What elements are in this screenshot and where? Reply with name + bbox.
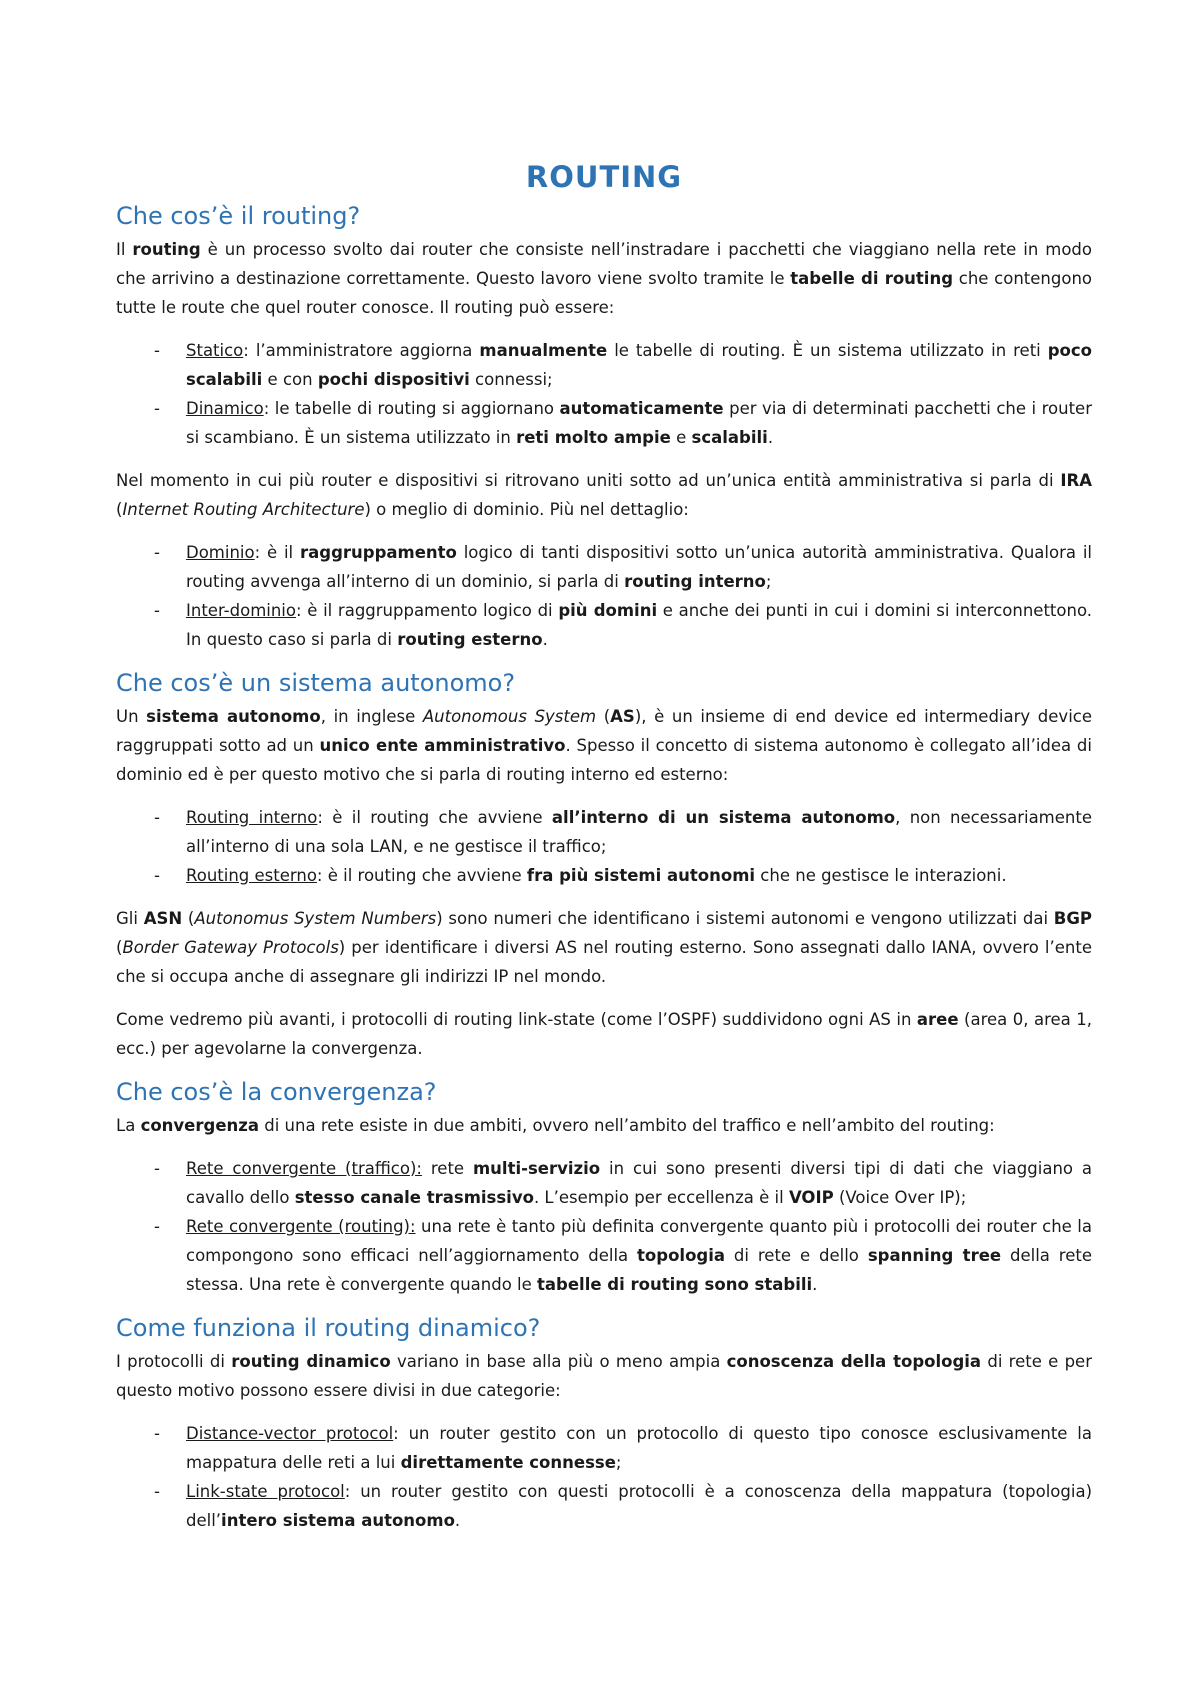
- paragraph-asn: [116, 904, 1092, 991]
- text: ) per identificare i diversi AS nel routing esterno. Sono assegnati dallo IANA, ovvero l’ente che si occupa anche di assegnare gli indirizzi IP nel mondo.: [116, 937, 1092, 986]
- bold-text: direttamente connesse: [400, 1452, 616, 1472]
- bold-text: BGP: [1053, 908, 1093, 928]
- term-internal-routing: Routing interno: [186, 807, 318, 827]
- bold-text: multi-servizio: [472, 1158, 601, 1178]
- text: : è il routing che avviene: [317, 807, 552, 827]
- text: : è il: [254, 542, 300, 562]
- bold-text: IRA: [1060, 470, 1092, 490]
- paragraph-dynamic-protocols: [116, 1347, 1092, 1405]
- bold-text: routing dinamico: [231, 1351, 391, 1371]
- bold-text: sistema autonomo: [146, 706, 321, 726]
- text: La: [116, 1115, 141, 1135]
- document-page: [116, 160, 1092, 1549]
- list-item-dynamic: [116, 394, 1092, 452]
- term-link-state: Link-state protocol: [186, 1481, 345, 1501]
- text: ;: [765, 571, 772, 591]
- text: e: [670, 427, 692, 447]
- bold-text: conoscenza della topologia: [726, 1351, 982, 1371]
- list-item-inter-domain: [116, 596, 1092, 654]
- list-item-domain: [116, 538, 1092, 596]
- text: : l’amministratore aggiorna: [243, 340, 480, 360]
- bold-text: all’interno di un sistema autonomo: [551, 807, 896, 827]
- list-convergence-types: [116, 1154, 1092, 1299]
- italic-text: Border Gateway Protocols: [122, 937, 339, 957]
- text: per via di determinati pacchetti che i router si scambiano. È un sistema utilizzato in: [186, 398, 1092, 447]
- text: in cui sono presenti diversi tipi di dati che viaggiano a cavallo dello: [186, 1158, 1093, 1207]
- italic-text: Internet Routing Architecture: [122, 499, 365, 519]
- bold-text: più domini: [558, 600, 658, 620]
- list-item-routing-convergence: [116, 1212, 1092, 1299]
- text: logico di tanti dispositivi sotto un’unica autorità amministrativa. Qualora il routing avvenga all’interno di un dominio, si parla di: [186, 542, 1092, 591]
- list-item-distance-vector: [116, 1419, 1092, 1477]
- text: una rete è tanto più definita convergente quanto più i protocolli dei router che la compongono sono efficaci nell’aggiornamento della: [186, 1216, 1092, 1265]
- text: Come vedremo più avanti, i protocolli di routing link-state (come l’OSPF) suddividono ogni AS in: [116, 1009, 917, 1029]
- term-domain: Dominio: [186, 542, 255, 562]
- list-routing-scope: [116, 803, 1092, 890]
- paragraph-areas: [116, 1005, 1092, 1063]
- bold-text: tabelle di routing sono stabili: [537, 1274, 813, 1294]
- text: Un: [116, 706, 147, 726]
- bold-text: automaticamente: [559, 398, 724, 418]
- text: (area 0, area 1, ecc.) per agevolarne la convergenza.: [116, 1009, 1092, 1058]
- text: . L’esempio per eccellenza è il: [533, 1187, 789, 1207]
- bold-text: tabelle di routing: [790, 268, 954, 288]
- bold-text: routing esterno: [397, 629, 543, 649]
- term-external-routing: Routing esterno: [186, 865, 317, 885]
- section-what-is-routing: [116, 201, 1092, 654]
- heading-dynamic-routing: Come funziona il routing dinamico?: [116, 1313, 541, 1342]
- text: di rete e dello: [725, 1245, 868, 1265]
- text: che contengono tutte le route che quel router conosce. Il routing può essere:: [116, 268, 1092, 317]
- bold-text: unico ente amministrativo: [319, 735, 566, 755]
- paragraph-as-definition: [116, 702, 1092, 789]
- text: I protocolli di: [116, 1351, 232, 1371]
- text: connessi;: [469, 369, 553, 389]
- text: ), è un insieme di end device ed intermediary device raggruppati sotto ad un: [116, 706, 1092, 755]
- bold-text: convergenza: [140, 1115, 259, 1135]
- list-protocol-categories: [116, 1419, 1092, 1535]
- term-distance-vector: Distance-vector protocol: [186, 1423, 394, 1443]
- text: : è il routing che avviene: [316, 865, 527, 885]
- bold-text: reti molto ampie: [516, 427, 671, 447]
- italic-text: Autonomous System: [422, 706, 597, 726]
- list-item-link-state: [116, 1477, 1092, 1535]
- document-title: ROUTING: [525, 160, 683, 194]
- text: che ne gestisce le interazioni.: [755, 865, 1007, 885]
- bold-text: fra più sistemi autonomi: [526, 865, 756, 885]
- text: .: [767, 427, 774, 447]
- text: : un router gestito con questi protocolli è a conoscenza della mappatura (topologia) dell’: [186, 1481, 1093, 1530]
- text: Gli: [116, 908, 144, 928]
- text: ) sono numeri che identificano i sistemi autonomi e vengono utilizzati dai: [436, 908, 1054, 928]
- text: Il: [116, 239, 133, 259]
- bold-text: intero sistema autonomo: [221, 1510, 455, 1530]
- list-item-internal-routing: [116, 803, 1092, 861]
- text: ;: [615, 1452, 622, 1472]
- text: : un router gestito con un protocollo di questo tipo conosce esclusivamente la mappatura delle reti a lui: [186, 1423, 1092, 1472]
- bold-text: AS: [610, 706, 635, 726]
- section-dynamic-routing: [116, 1313, 1092, 1535]
- bold-text: raggruppamento: [299, 542, 457, 562]
- list-item-static: [116, 336, 1092, 394]
- text: è un processo svolto dai router che consiste nell’instradare i pacchetti che viaggiano nella rete in modo che arrivino a destinazione correttamente. Questo lavoro viene svolto tramite le: [116, 239, 1092, 288]
- heading-convergence: Che cos’è la convergenza?: [116, 1077, 437, 1106]
- text: di una rete esiste in due ambiti, ovvero nell’ambito del traffico e nell’ambito del routing:: [259, 1115, 995, 1135]
- term-dynamic: Dinamico: [186, 398, 264, 418]
- text: . Spesso il concetto di sistema autonomo è collegato all’idea di dominio ed è per questo motivo che si parla di routing interno ed esterno:: [116, 735, 1092, 784]
- text: , in inglese: [320, 706, 423, 726]
- bold-text: routing: [132, 239, 201, 259]
- bold-text: pochi dispositivi: [317, 369, 470, 389]
- section-convergence: [116, 1077, 1092, 1299]
- term-traffic-convergence: Rete convergente (traffico):: [186, 1158, 422, 1178]
- term-routing-convergence: Rete convergente (routing):: [186, 1216, 416, 1236]
- text: (Voice Over IP);: [833, 1187, 967, 1207]
- bold-text: spanning tree: [867, 1245, 1002, 1265]
- paragraph-routing-definition: [116, 235, 1092, 322]
- text: rete: [421, 1158, 473, 1178]
- text: le tabelle di routing. È un sistema utilizzato in reti: [607, 340, 1048, 360]
- text: , non necessariamente all’interno di una sola LAN, e ne gestisce il traffico;: [186, 807, 1092, 856]
- section-autonomous-system: [116, 668, 1092, 1063]
- term-static: Statico: [186, 340, 244, 360]
- text: (: [116, 499, 123, 519]
- text: (: [182, 908, 195, 928]
- text: .: [454, 1510, 461, 1530]
- italic-text: Autonomus System Numbers: [194, 908, 437, 928]
- heading-what-is-routing: Che cos’è il routing?: [116, 201, 361, 230]
- text: (: [596, 706, 611, 726]
- text: .: [812, 1274, 818, 1294]
- bold-text: stesso canale trasmissivo: [294, 1187, 534, 1207]
- bold-text: topologia: [637, 1245, 726, 1265]
- paragraph-convergence-definition: [116, 1111, 1092, 1140]
- text: variano in base alla più o meno ampia: [390, 1351, 727, 1371]
- text: Nel momento in cui più router e dispositivi si ritrovano uniti sotto ad un’unica entità amministrativa si parla di: [116, 470, 1061, 490]
- text: e con: [262, 369, 318, 389]
- bold-text: ASN: [143, 908, 183, 928]
- text: di rete e per questo motivo possono essere divisi in due categorie:: [116, 1351, 1092, 1400]
- text: .: [542, 629, 548, 649]
- text: della rete stessa. Una rete è convergente quando le: [186, 1245, 1092, 1294]
- bold-text: scalabili: [691, 427, 768, 447]
- list-item-external-routing: [116, 861, 1092, 890]
- text: e anche dei punti in cui i domini si interconnettono. In questo caso si parla di: [186, 600, 1093, 649]
- term-inter-domain: Inter-dominio: [186, 600, 296, 620]
- bold-text: VOIP: [788, 1187, 834, 1207]
- heading-autonomous-system: Che cos’è un sistema autonomo?: [116, 668, 516, 697]
- bold-text: aree: [916, 1009, 959, 1029]
- paragraph-ira: [116, 466, 1092, 524]
- bold-text: routing interno: [624, 571, 766, 591]
- bold-text: manualmente: [479, 340, 608, 360]
- bold-text: poco scalabili: [186, 340, 1093, 389]
- text: ) o meglio di dominio. Più nel dettaglio:: [364, 499, 689, 519]
- list-item-traffic-convergence: [116, 1154, 1092, 1212]
- text: (: [116, 937, 123, 957]
- list-domains: [116, 538, 1092, 654]
- text: : le tabelle di routing si aggiornano: [263, 398, 560, 418]
- text: : è il raggruppamento logico di: [296, 600, 559, 620]
- list-routing-types: [116, 336, 1092, 452]
